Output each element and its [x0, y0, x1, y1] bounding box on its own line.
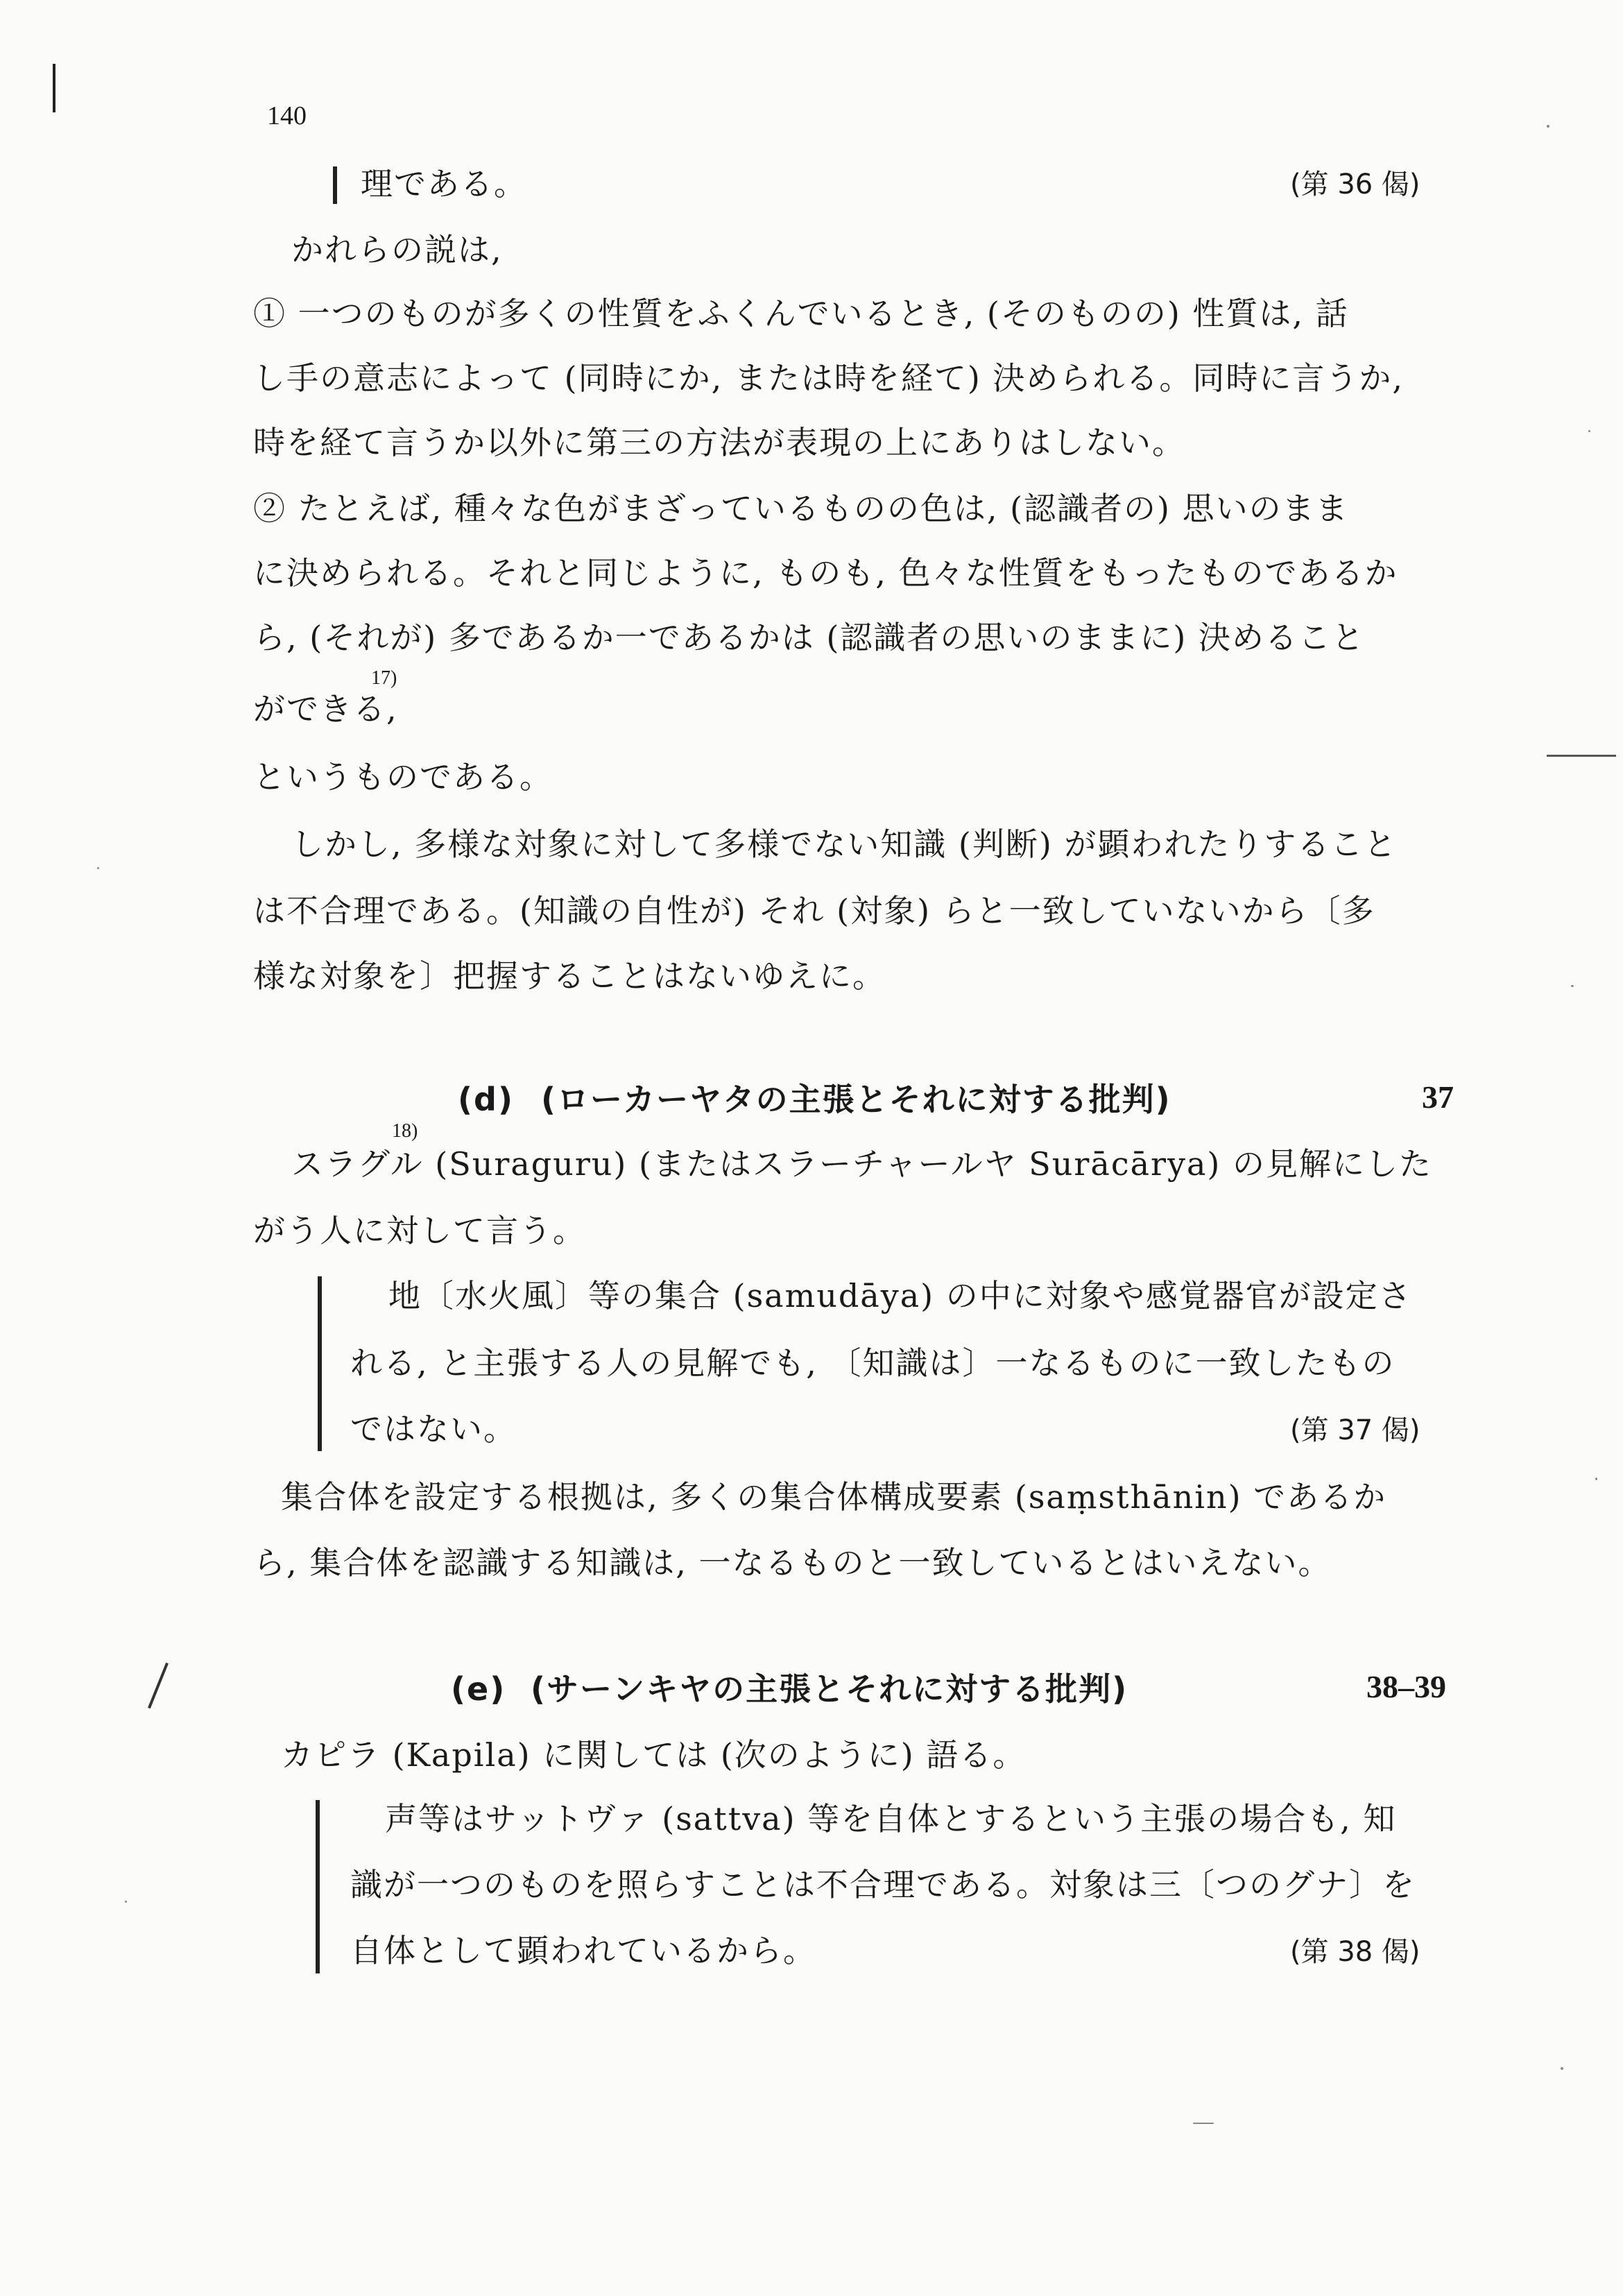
- verse-37-line-3: ではない。: [350, 1410, 517, 1448]
- scan-speck: [1193, 2123, 1214, 2124]
- verse-37-note: (第 37 偈): [1290, 1414, 1420, 1446]
- scan-speck: [1571, 985, 1574, 987]
- verse-36-note: (第 36 偈): [1290, 169, 1420, 200]
- edge-mark: [1547, 755, 1616, 757]
- rebuttal-line-3: 様な対象を〕把握することはないゆえに。: [253, 957, 886, 995]
- intro-37-line-2: がう人に対して言う。: [253, 1212, 586, 1249]
- argument-1-line-1: ① 一つのものが多くの性質をふくんでいるとき, (そのものの) 性質は, 話: [253, 295, 1349, 332]
- rebuttal-line-1: しかし, 多様な対象に対して多様でない知識 (判断) が顕われたりすること: [291, 825, 1398, 863]
- section-d-label: (d): [458, 1081, 514, 1118]
- footnote-18: 18): [392, 1120, 418, 1142]
- argument-1-line-2: し手の意志によって (同時にか, または時を経て) 決められる。同時に言うか,: [253, 359, 1405, 397]
- verse-38-bar: [316, 1800, 320, 1973]
- argument-1-line-3: 時を経て言うか以外に第三の方法が表現の上にありはしない。: [253, 424, 1185, 461]
- intro-38: カピラ (Kapila) に関しては (次のように) 語る。: [281, 1736, 1027, 1774]
- section-e-label: (e): [451, 1670, 506, 1708]
- verse-36-tail: 理である。: [361, 165, 527, 203]
- conclusion-36: というものである。: [253, 758, 553, 796]
- section-e-title: (サーンキヤの主張とそれに対する批判): [531, 1670, 1128, 1708]
- verse-37-line-2: れる, と主張する人の見解でも, 〔知識は〕一なるものに一致したもの: [350, 1344, 1396, 1382]
- section-d-verse-number: 37: [1422, 1079, 1454, 1115]
- scan-speck: [125, 1901, 127, 1903]
- verse-38-line-2: 識が一つのものを照らすことは不合理である。対象は三〔つのグナ〕を: [350, 1866, 1416, 1903]
- section-e-verse-number: 38–39: [1366, 1669, 1446, 1704]
- intro-37-line-1: スラグル (Suraguru) (またはスラーチャールヤ Surācārya) の見解にした: [291, 1145, 1432, 1183]
- page-number: 140: [267, 101, 307, 130]
- margin-rule: [53, 64, 55, 112]
- verse-37-line-1: 地〔水火風〕等の集合 (samudāya) の中に対象や感覚器官が設定さ: [388, 1277, 1412, 1314]
- verse-38-line-3: 自体として顕われているから。: [350, 1932, 816, 1969]
- verse-37-bar: [318, 1276, 322, 1451]
- intro-36: かれらの説は,: [291, 231, 503, 268]
- scan-speck: [1561, 2067, 1563, 2070]
- commentary-37-line-2: ら, 集合体を認識する知識は, 一なるものと一致しているとはいえない。: [253, 1544, 1332, 1582]
- verse-38-line-1: 声等はサットヴァ (sattva) 等を自体とするという主張の場合も, 知: [385, 1800, 1397, 1837]
- scan-speck: [1588, 430, 1590, 432]
- verse-bar: [333, 166, 337, 204]
- section-d-title: (ローカーヤタの主張とそれに対する批判): [541, 1081, 1171, 1118]
- argument-2-line-1: ② たとえば, 種々な色がまざっているものの色は, (認識者の) 思いのまま: [253, 490, 1349, 527]
- scan-speck: [97, 867, 99, 869]
- commentary-37-line-1: 集合体を設定する根拠は, 多くの集合体構成要素 (saṃsthānin) であるか: [281, 1478, 1387, 1516]
- scan-speck: [1595, 1477, 1597, 1480]
- footnote-17: 17): [371, 667, 397, 689]
- verse-38-note: (第 38 偈): [1290, 1936, 1420, 1968]
- argument-2-line-2: に決められる。それと同じように, ものも, 色々な性質をもったものであるか: [253, 554, 1398, 592]
- scan-speck: [1547, 125, 1549, 128]
- argument-2-line-3: ら, (それが) 多であるか一であるかは (認識者の思いのままに) 決めること: [253, 619, 1365, 656]
- argument-2-line-4: ができる,: [253, 690, 398, 728]
- rebuttal-line-2: は不合理である。(知識の自性が) それ (対象) らと一致していないから〔多: [253, 892, 1375, 929]
- margin-mark: [148, 1663, 169, 1708]
